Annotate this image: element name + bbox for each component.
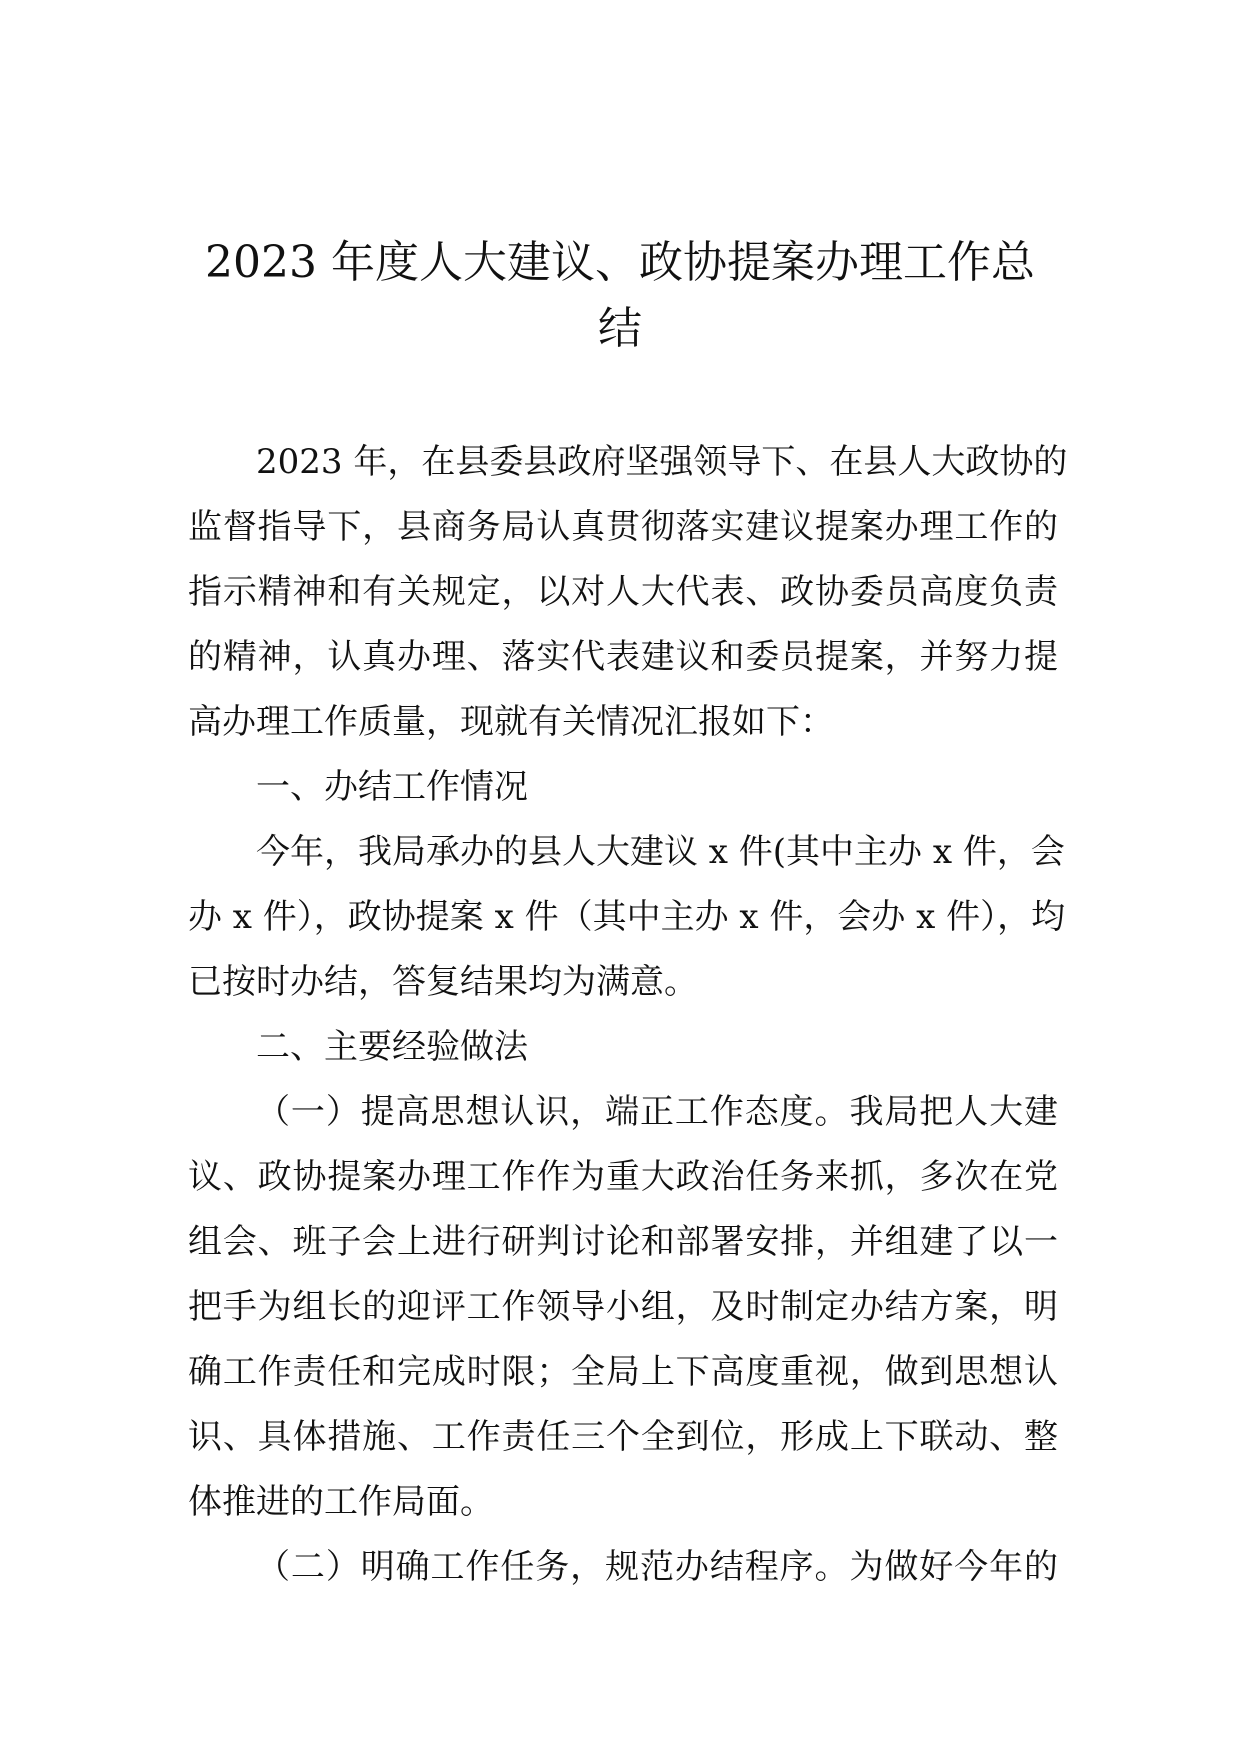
document-title xyxy=(180,230,1060,362)
paragraph-subsection-1-line: （一）提高思想认识，端正工作态度。我局把人大建 xyxy=(256,1092,1058,1132)
paragraph-subsection-1-line: 把手为组长的迎评工作领导小组，及时制定办结方案，明 xyxy=(188,1287,1058,1327)
paragraph-intro-line: 监督指导下，县商务局认真贯彻落实建议提案办理工作的 xyxy=(188,507,1058,547)
paragraph-intro-line: 高办理工作质量，现就有关情况汇报如下： xyxy=(188,702,834,742)
paragraph-subsection-1-line: 体推进的工作局面。 xyxy=(188,1482,494,1522)
paragraph-subsection-1-line: 确工作责任和完成时限；全局上下高度重视，做到思想认 xyxy=(188,1352,1058,1392)
paragraph-intro-line: 的精神，认真办理、落实代表建议和委员提案，并努力提 xyxy=(188,637,1058,677)
paragraph-subsection-1-line: 识、具体措施、工作责任三个全到位，形成上下联动、整 xyxy=(188,1417,1058,1457)
paragraph-subsection-1-line: 组会、班子会上进行研判讨论和部署安排，并组建了以一 xyxy=(188,1222,1058,1262)
section-heading-1: 一、办结工作情况 xyxy=(256,767,528,807)
title-line-1: 2023 年度人大建议、政协提案办理工作总 xyxy=(205,237,1035,288)
document-body xyxy=(188,430,1068,1600)
paragraph-intro-line: 指示精神和有关规定，以对人大代表、政协委员高度负责 xyxy=(188,572,1058,612)
paragraph-subsection-1-line: 议、政协提案办理工作作为重大政治任务来抓，多次在党 xyxy=(188,1157,1058,1197)
paragraph-results-line: 已按时办结，答复结果均为满意。 xyxy=(188,962,698,1002)
paragraph-subsection-2-line: （二）明确工作任务，规范办结程序。为做好今年的 xyxy=(256,1547,1058,1587)
paragraph-results-line: 办 x 件），政协提案 x 件（其中主办 x 件，会办 x 件），均 xyxy=(188,897,1066,937)
paragraph-intro-line: 2023 年，在县委县政府坚强领导下、在县人大政协的 xyxy=(256,442,1068,482)
paragraph-results-line: 今年，我局承办的县人大建议 x 件(其中主办 x 件，会 xyxy=(256,832,1065,872)
title-line-2: 结 xyxy=(598,303,642,354)
section-heading-2: 二、主要经验做法 xyxy=(256,1027,528,1067)
